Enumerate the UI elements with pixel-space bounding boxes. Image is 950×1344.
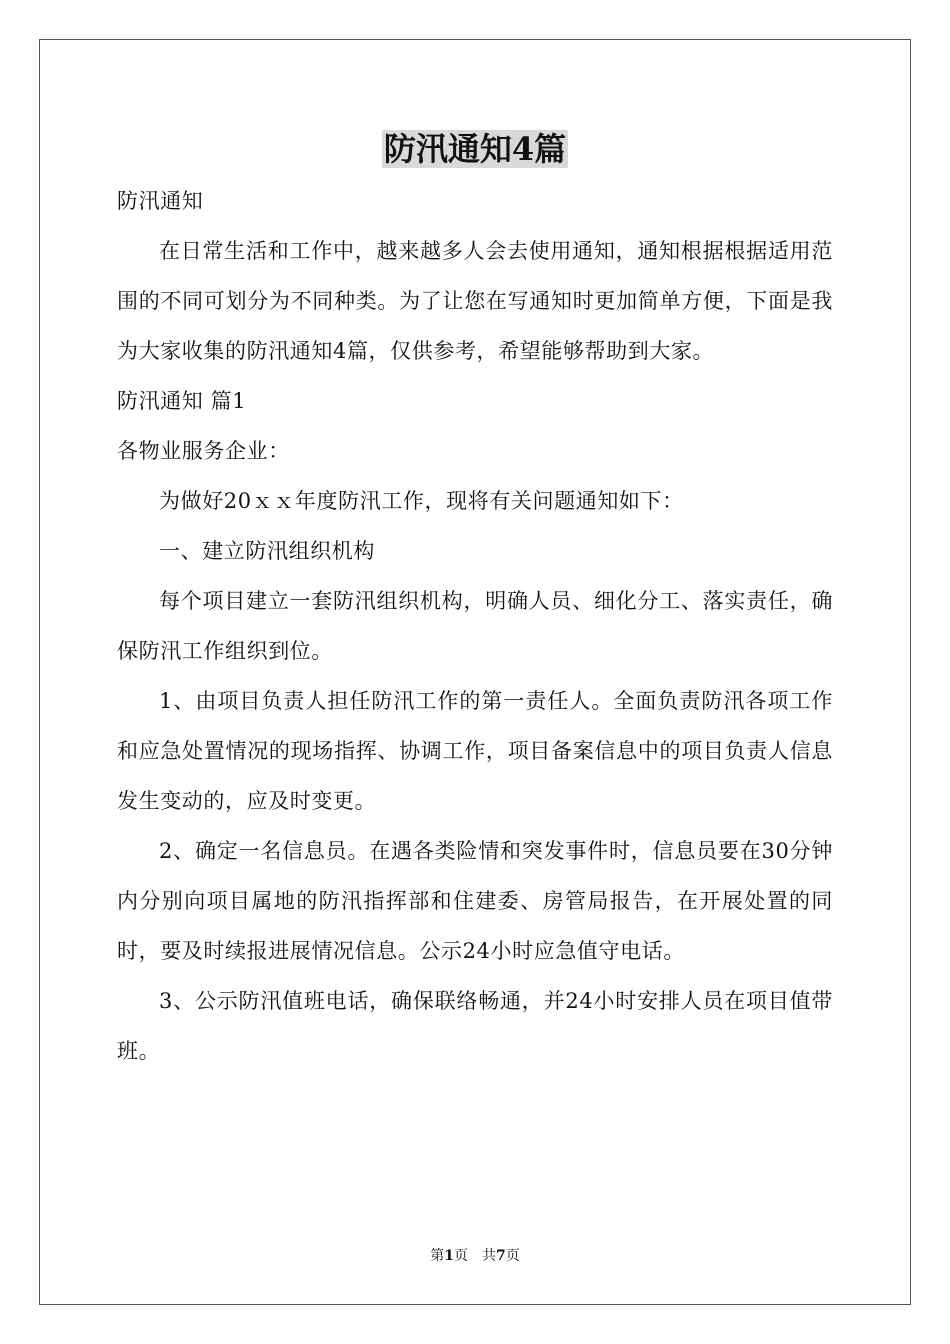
document-body xyxy=(117,176,833,1076)
document-paragraph: 1、由项目负责人担任防汛工作的第一责任人。全面负责防汛各项工作和应急处置情况的现场指挥、协调工作，项目备案信息中的项目负责人信息发生变动的，应及时变更。 xyxy=(117,689,833,813)
footer-suffix: 页 xyxy=(505,1248,520,1264)
footer-page-current: 1 xyxy=(444,1248,454,1264)
document-paragraph: 在日常生活和工作中，越来越多人会去使用通知，通知根据根据适用范围的不同可划分为不同种类。为了让您在写通知时更加简单方便，下面是我为大家收集的防汛通知4篇，仅供参考，希望能够帮助到大家。 xyxy=(117,239,833,363)
document-paragraph: 3、公示防汛值班电话，确保联络畅通，并24小时安排人员在项目值带班。 xyxy=(117,989,833,1063)
document-paragraph: 每个项目建立一套防汛组织机构，明确人员、细化分工、落实责任，确保防汛工作组织到位。 xyxy=(117,589,833,663)
footer-prefix: 第 xyxy=(430,1248,445,1264)
document-title-text: 防汛通知4篇 xyxy=(383,130,567,168)
document-paragraph: 防汛通知 篇1 xyxy=(117,389,247,413)
document-paragraph: 2、确定一名信息员。在遇各类险情和突发事件时，信息员要在30分钟内分别向项目属地的防汛指挥部和住建委、房管局报告，在开展处置的同时，要及时续报进展情况信息。公示24小时应急值守电话。 xyxy=(117,839,833,963)
page-footer xyxy=(0,1246,950,1266)
document-paragraph: 防汛通知 xyxy=(117,189,204,213)
document-paragraph: 各物业服务企业： xyxy=(117,439,290,463)
footer-page-total: 7 xyxy=(496,1248,506,1264)
document-title xyxy=(0,127,950,171)
footer-mid: 页 共 xyxy=(454,1248,496,1264)
document-paragraph: 一、建立防汛组织机构 xyxy=(159,539,375,563)
document-paragraph: 为做好20ｘｘ年度防汛工作，现将有关问题通知如下： xyxy=(159,489,684,513)
